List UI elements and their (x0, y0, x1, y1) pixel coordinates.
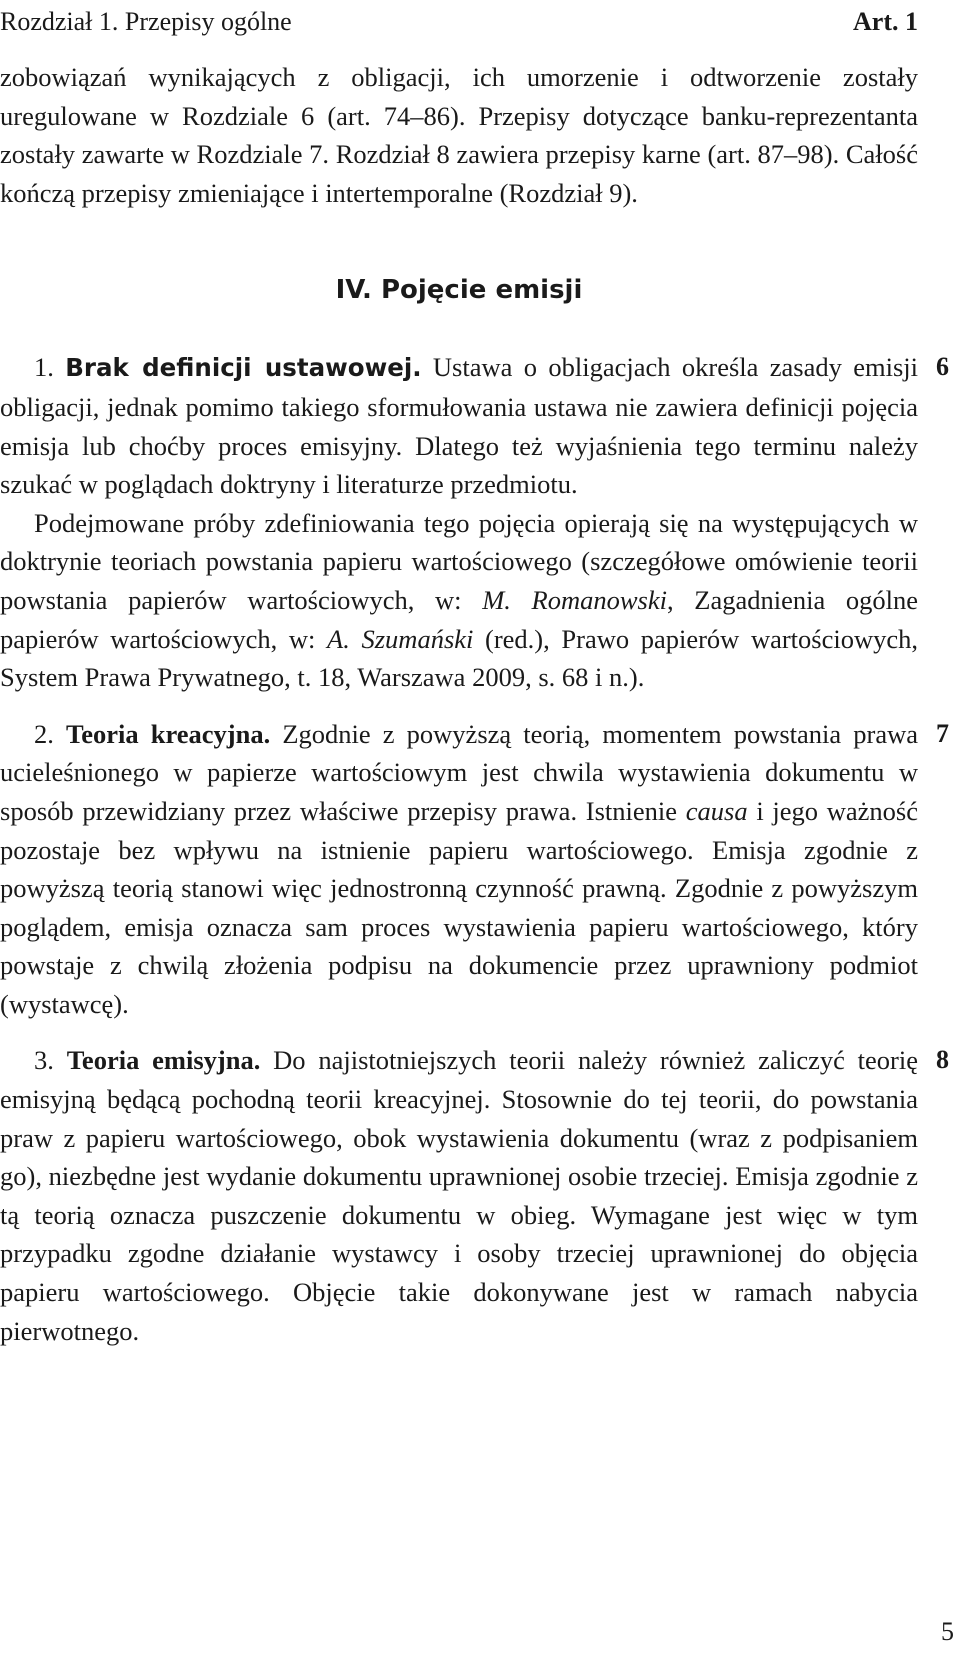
margin-number-7: 7 (936, 718, 949, 748)
author-romanowski: M. Romanowski (482, 584, 667, 615)
main-text (0, 58, 949, 1350)
paragraph-1 (0, 348, 918, 503)
paragraph-1b-text-a: Podejmowane próby zdefiniowania tego pojęcia opierają się na występujących w doktrynie teoriach powstania papieru wartościowego (szczegółowe omówienie teorii powstania papierów wartościowych, w: (0, 507, 918, 615)
paragraph-1-text: Ustawa o obligacjach określa zasady emisji obligacji, jednak pomimo takiego sformułowania ustawa nie zawiera definicji pojęcia emisja lub choćby proces emisyjny. Dlatego też wyjaśnienia tego terminu należy szukać w poglądach doktryny i literaturze przedmiotu. (0, 352, 919, 500)
paragraph-1-block (0, 348, 949, 696)
paragraph-2-title: Teoria kreacyjna. (66, 718, 271, 749)
paragraph-2-number: 2. (34, 718, 54, 749)
paragraph-2-text-a: Zgodnie z powyższą teorią, momentem powstania prawa ucieleśnionego w papierze wartościowym jest chwila wystawienia dokumentu w sposób przewidziany przez właściwe przepisy prawa. Istnienie (0, 718, 918, 826)
section-heading: IV. Pojęcie emisji (335, 275, 583, 306)
paragraph-1b-text-b: , Zagadnienia ogólne papierów wartościowych, w: (0, 584, 918, 654)
margin-number-6: 6 (936, 352, 949, 382)
author-szumanski: A. Szumański (327, 623, 474, 654)
article-label: Art. 1 (853, 7, 918, 36)
paragraph-1b (0, 504, 918, 697)
paragraph-3-text: Do najistotniejszych teorii należy również zaliczyć teorię emisyjną będącą pochodną teorii kreacyjnej. Stosownie do tej teorii, do powstania praw z papieru wartościowego, obok wystawienia dokumentu (wraz z podpisaniem go), niezbędne jest wydanie dokumentu uprawnionej osobie trzeciej. Emisja zgodnie z tą teorią oznacza puszczenie dokumentu w obieg. Wymagane jest więc w tym przypadku zgodne działanie wystawcy i osoby trzeciej uprawnionej do objęcia papieru wartościowego. Objęcie takie dokonywane jest w ramach nabycia pierwotnego. (0, 1045, 918, 1346)
paragraph-2-block (0, 715, 949, 1024)
chapter-title: Rozdział 1. Przepisy ogólne (0, 7, 292, 36)
paragraph-3 (0, 1041, 918, 1350)
paragraph-1-title: Brak definicji ustawowej. (65, 353, 422, 383)
paragraph-3-number: 3. (34, 1045, 54, 1076)
margin-number-8: 8 (936, 1045, 949, 1075)
paragraph-3-block (0, 1041, 949, 1350)
paragraph-3-title: Teoria emisyjna. (66, 1045, 261, 1076)
paragraph-1-number: 1. (34, 352, 54, 383)
running-header (0, 2, 918, 42)
causa-term: causa (685, 795, 748, 826)
intro-paragraph: zobowiązań wynikających z obligacji, ich umorzenie i odtworzenie zostały uregulowane w Rozdziale 6 (art. 74–86). Przepisy dotyczące banku-reprezentanta zostały zawarte w Rozdziale 7. Rozdział 8 zawiera przepisy karne (art. 87–98). Całość kończą przepisy zmieniające i intertemporalne (Rozdział 9). (0, 62, 918, 208)
paragraph-2 (0, 715, 918, 1024)
page-number: 5 (941, 1617, 954, 1646)
paragraph-2-text-b: i jego ważność pozostaje bez wpływu na istnienie papieru wartościowego. Emisja zgodnie z powyższą teorią stanowi więc jednostronną czynność prawną. Zgodnie z powyższym poglądem, emisja oznacza sam proces wystawienia papieru wartościowego, który powstaje z chwilą złożenia podpisu na dokumencie przez uprawniony podmiot (wystawcę). (0, 795, 918, 1019)
paragraph-1b-text-c: (red.), Prawo papierów wartościowych, System Prawa Prywatnego, t. 18, Warszawa 2009, s. 68 i n.). (0, 623, 919, 693)
